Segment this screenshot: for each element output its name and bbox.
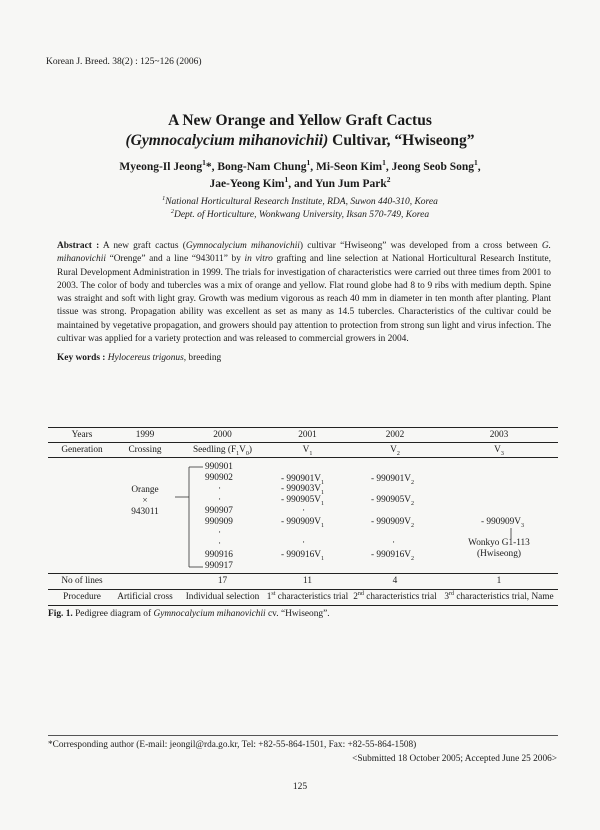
proc-ordinal-sup: st — [271, 590, 276, 597]
v2-text: · — [392, 538, 396, 548]
submission-dates: <Submitted 18 October 2005; Accepted June 25 2006> — [352, 754, 557, 764]
abstract-text: A new graft cactus ( — [99, 241, 186, 251]
seedling-line: · — [218, 539, 222, 549]
author-1-mark: *, — [205, 161, 218, 173]
v3-text: - 990909V — [481, 517, 522, 527]
cross-symbol: × — [142, 496, 148, 506]
year-cell: 1999 — [135, 430, 155, 440]
v1-text: · — [302, 538, 306, 548]
caption-label: Fig. 1. — [48, 609, 73, 619]
gen-sub: 3 — [500, 450, 504, 457]
v2-text: - 990901V — [371, 474, 412, 484]
author-4: Jeong Seob Song — [391, 161, 475, 173]
author-sep: , — [477, 161, 481, 173]
abstract-term: in vitro — [244, 254, 273, 265]
year-cell: 2000 — [213, 430, 232, 440]
seedling-line: 990907 — [205, 506, 233, 516]
proc-ordinal: 3 — [444, 592, 449, 602]
nolines-label: No of lines — [61, 576, 103, 586]
abstract-text: “Orenge” and a line “943011” by — [105, 254, 245, 265]
page-number: 125 — [292, 782, 308, 792]
procedure-cell: Individual selection — [185, 592, 260, 602]
title-cultivar: Cultivar, “Hwiseong” — [328, 132, 475, 149]
author-3: Mi-Seon Kim — [315, 161, 383, 173]
keyword-2: , breeding — [183, 353, 222, 363]
abstract-species: G. mihanovichii — [57, 241, 551, 265]
seedling-line: 990901 — [205, 462, 233, 472]
abstract-text: grafting and line selection at National Horticultural Research Institute, Rural Development Administration in 1999. The trials for investigation of characteristics were carried out three times from 2001 to 2003. The color of body and tubercles was a mix of orange and yellow. Flat round globe had 8 to 9 ribs with medium depth. Spine was straight and soft with light gray. Growth was medium vigorous as reach 40 mm in diameter in ten month after planting. Plant tissue was strong. Propagation ability was excellent as set as many as 14.5 tubercles. Characteristics of the cultivar could be maintained by vegetative propagation, and growers should pay attention to protection from strong sun light and virus infection. The cultivar was applied for a variety protection and was released to commercial growers in 2004. — [57, 254, 552, 345]
seedling-line: 990909 — [205, 517, 233, 527]
author-1-affil: 1 — [202, 158, 206, 168]
years-label: Years — [71, 430, 93, 440]
keywords-label: Key words : — [57, 353, 106, 363]
v1-text: - 990916V — [281, 550, 322, 560]
abstract-text: ) cultivar “Hwiseong” was developed from a cross between — [299, 241, 542, 251]
v2-text: - 990905V — [371, 495, 412, 505]
v2-sub: 2 — [411, 555, 415, 562]
v1-sub: 1 — [321, 500, 325, 507]
seedling-line: · — [218, 528, 222, 538]
seedling-line: 990916 — [205, 550, 233, 560]
author-6: Yun Jum Park — [315, 178, 387, 190]
v1-text: · — [302, 506, 306, 516]
journal-reference: Korean J. Breed. 38(2) : 125~126 (2006) — [46, 57, 202, 67]
title-line-1: A New Orange and Yellow Graft Cactus — [168, 112, 432, 129]
v1-sub: 1 — [321, 555, 325, 562]
gen-text: V — [390, 445, 397, 455]
affiliation-2-mark: 2 — [170, 208, 174, 215]
author-1: Myeong-Il Jeong — [119, 161, 203, 173]
v1-sub: 1 — [321, 522, 325, 529]
v2-text: - 990916V — [371, 550, 412, 560]
seedling-line: · — [218, 495, 222, 505]
proc-ordinal-sup: nd — [357, 590, 364, 597]
v2-sub: 2 — [411, 500, 415, 507]
author-5: Jae-Yeong Kim — [209, 178, 285, 190]
parent-2: 943011 — [131, 507, 159, 517]
gen-text: V — [302, 445, 310, 455]
cultivar-name: (Hwiseong) — [477, 549, 521, 559]
procedure-label: Procedure — [63, 592, 101, 602]
parent-1: Orange — [131, 485, 159, 495]
author-2: Bong-Nam Chung — [217, 161, 307, 173]
nolines-cell: 1 — [496, 576, 502, 586]
gen-text: V — [494, 445, 501, 455]
caption-species: Gymnocalycium mihanovichii — [153, 609, 266, 619]
gen-sub: 1 — [309, 450, 313, 457]
proc-ordinal: 2 — [353, 592, 358, 602]
footnote-divider — [48, 735, 558, 736]
affiliation-2-text: Dept. of Horticulture, Wonkwang University, Iksan 570-749, Korea — [173, 210, 430, 220]
gen-text: Seedling (F — [193, 445, 237, 455]
gen-sub: 0 — [245, 450, 249, 457]
v3-sub: 3 — [521, 522, 525, 529]
caption-text: Pedigree diagram of — [72, 609, 154, 619]
author-sep: , — [385, 161, 392, 173]
author-3-affil: 1 — [382, 158, 386, 168]
author-2-affil: 1 — [306, 158, 311, 168]
seedling-line: 990902 — [205, 473, 233, 483]
proc-text: characteristics trial, Name — [454, 592, 554, 602]
gen-sub: 2 — [396, 450, 400, 457]
v1-text: - 990905V — [281, 495, 322, 505]
v1-text: - 990903V — [281, 484, 322, 494]
v2-sub: 2 — [411, 479, 415, 486]
author-sep: , — [310, 161, 316, 173]
year-cell: 2003 — [489, 430, 509, 440]
figure-caption — [48, 609, 330, 619]
author-4-affil: 1 — [474, 158, 478, 168]
cultivar-code: Wonkyo G1-113 — [468, 538, 530, 548]
gen-sub: 1 — [236, 450, 240, 457]
v1-sub: 1 — [321, 489, 325, 496]
gen-text: ) — [248, 445, 252, 455]
v1-text: - 990901V — [281, 474, 322, 484]
author-6-affil: 2 — [386, 175, 391, 185]
nolines-cell: 11 — [303, 576, 312, 586]
abstract-species: Gymnocalycium mihanovichii — [185, 241, 300, 251]
year-cell: 2001 — [298, 430, 317, 440]
corresponding-author: *Corresponding author (E-mail: jeongil@rda.go.kr, Tel: +82-55-864-1501, Fax: +82-55-864-1508) — [48, 740, 417, 750]
affiliation-1-text: National Horticultural Research Institute, RDA, Suwon 440-310, Korea — [165, 197, 438, 207]
title-species: (Gymnocalycium mihanovichii) — [125, 132, 329, 149]
year-cell: 2002 — [385, 430, 405, 440]
nolines-cell: 17 — [217, 576, 228, 586]
proc-text: characteristics trial — [363, 592, 437, 602]
procedure-cell: Artificial cross — [117, 592, 173, 602]
nolines-cell: 4 — [392, 576, 398, 586]
seedling-line: · — [218, 484, 222, 494]
keyword-1: Hylocereus trigonus — [107, 353, 184, 363]
abstract-label: Abstract : — [57, 241, 100, 251]
caption-text: cv. “Hwiseong”. — [265, 609, 330, 619]
v2-text: - 990909V — [371, 517, 412, 527]
proc-ordinal: 1 — [266, 592, 272, 602]
author-sep: , and — [288, 178, 315, 190]
v1-text: - 990909V — [281, 517, 322, 527]
generation-label: Generation — [61, 445, 103, 455]
seedling-line: 990917 — [205, 561, 233, 571]
gen-text: V — [239, 445, 246, 455]
affiliation-1-mark: 1 — [162, 195, 166, 202]
proc-ordinal-sup: rd — [448, 590, 455, 597]
v1-sub: 1 — [321, 479, 325, 486]
proc-text: characteristics trial — [275, 592, 349, 602]
v2-sub: 2 — [411, 522, 415, 529]
author-5-affil: 1 — [284, 175, 289, 185]
generation-cell: Crossing — [128, 445, 162, 455]
